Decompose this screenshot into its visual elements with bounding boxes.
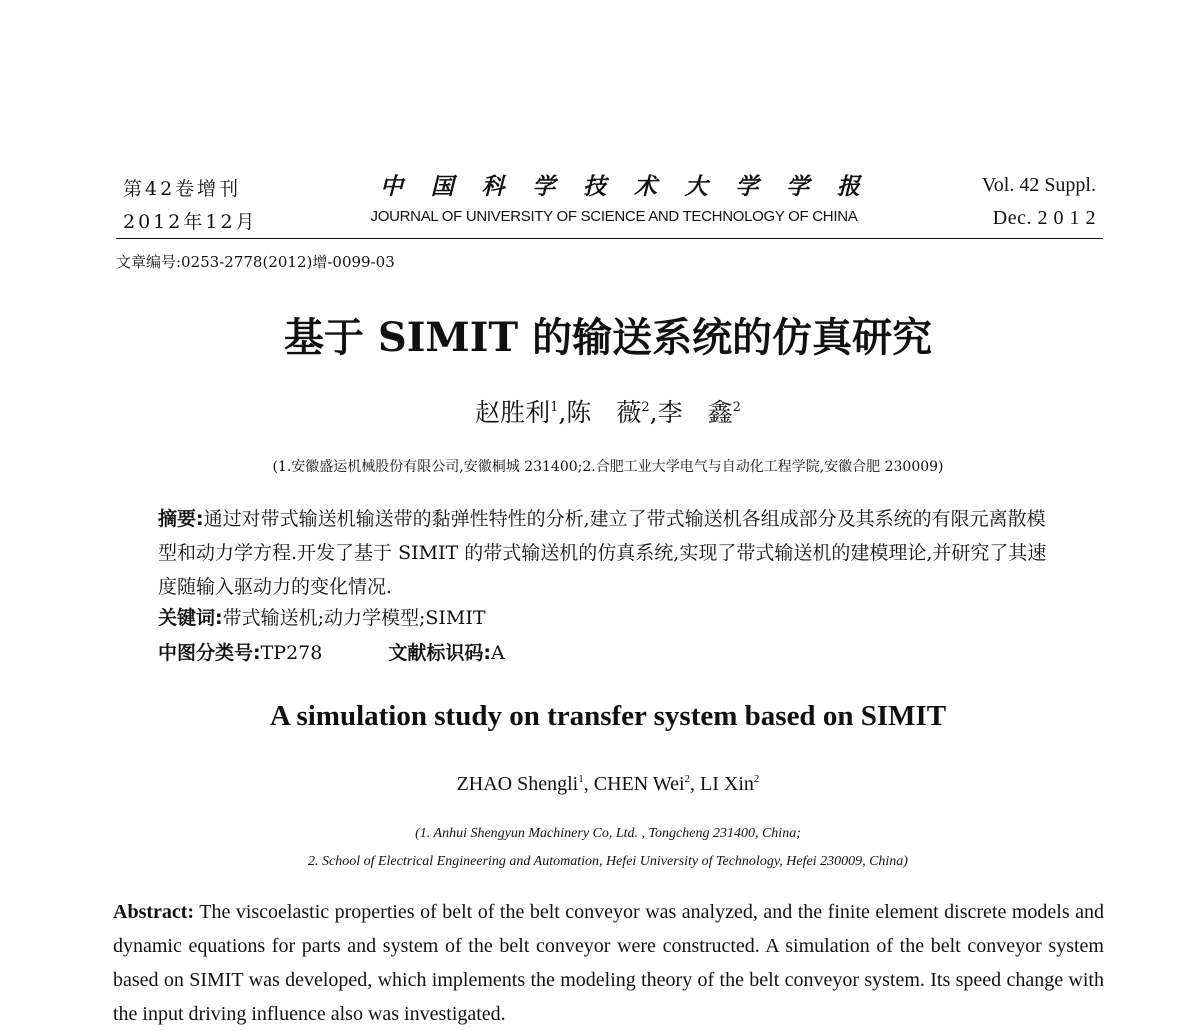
- abstract-en: [113, 895, 1104, 1031]
- date-cn: 2012年12月: [123, 211, 258, 233]
- journal-char: 中: [380, 173, 403, 200]
- date-en: Dec. 2 0 1 2: [992, 207, 1096, 229]
- volume-en: Vol. 42 Suppl.: [981, 174, 1096, 196]
- author-separator: ,: [558, 398, 567, 427]
- keywords-cn: [158, 603, 486, 630]
- abstract-en-label: Abstract:: [113, 901, 195, 923]
- page-title-en: A simulation study on transfer system based on SIMIT: [269, 700, 947, 732]
- journal-char: 术: [633, 173, 657, 200]
- author-name: CHEN Wei: [593, 773, 685, 795]
- keywords-cn-text: 带式输送机;动力学模型;SIMIT: [222, 607, 486, 629]
- article-number: 文章编号:0253-2778(2012)增-0099-03: [116, 253, 395, 271]
- author-name: 李 鑫: [657, 398, 733, 427]
- journal-char: 学: [786, 173, 810, 200]
- author-name: 陈 薇: [566, 398, 642, 427]
- journal-title-en: JOURNAL OF UNIVERSITY OF SCIENCE AND TECHNOLOGY OF CHINA: [370, 208, 858, 225]
- doc-code-label: 文献标识码:: [388, 642, 491, 664]
- author-name: LI Xin: [700, 773, 754, 795]
- author-affil-mark: 2: [753, 773, 760, 785]
- authors-cn: [0, 393, 1200, 429]
- author-affil-mark: 2: [641, 400, 650, 415]
- journal-char: 国: [430, 173, 454, 200]
- author-affil-mark: 2: [684, 773, 691, 785]
- author-name: ZHAO Shengli: [456, 773, 579, 795]
- author-affil-mark: 2: [732, 400, 741, 415]
- journal-char: 科: [481, 173, 505, 200]
- journal-char: 学: [735, 173, 759, 200]
- journal-char: 学: [532, 173, 556, 200]
- affiliation-en-line1: (1. Anhui Shengyun Machinery Co, Ltd. , Tongcheng 231400, China;: [415, 826, 801, 841]
- page-title-cn: 基于 SIMIT 的输送系统的仿真研究: [283, 314, 933, 361]
- authors-en: ZHAO Shengli$^1$, CHEN Wei$^2$, LI Xin$^2$: [456, 773, 760, 795]
- keywords-cn-label: 关键词:: [158, 607, 223, 629]
- abstract-cn: [158, 502, 1062, 604]
- journal-char: 技: [583, 173, 607, 200]
- clc-label: 中图分类号:: [158, 642, 261, 664]
- classification-line: [158, 638, 505, 665]
- volume-cn: 第42卷增刊: [123, 178, 242, 200]
- doc-code-value: A: [490, 642, 505, 664]
- clc-value: TP278: [260, 642, 323, 664]
- affiliation-cn: (1.安徽盛运机械股份有限公司,安徽桐城 231400;2.合肥工业大学电气与自动化工程学院,安徽合肥 230009): [272, 459, 944, 475]
- abstract-cn-text: 通过对带式输送机输送带的黏弹性特性的分析,建立了带式输送机各组成部分及其系统的有限元离散模型和动力学方程.开发了基于 SIMIT 的带式输送机的仿真系统,实现了带式输送机的建模理论,并研究了其速度随输入驱动力的变化情况.: [158, 508, 1047, 598]
- journal-title-cn: [380, 168, 860, 201]
- author-affil-mark: 1: [550, 400, 559, 415]
- journal-char: 大: [684, 173, 708, 200]
- abstract-cn-label: 摘要:: [158, 508, 204, 530]
- author-separator: ,: [649, 398, 658, 427]
- author-affil-mark: 1: [578, 773, 584, 785]
- abstract-en-text: The viscoelastic properties of belt of the belt conveyor was analyzed, and the finite element discrete models and dynamic equations for parts and system of the belt conveyor were constructed. A simulation of the belt conveyor system based on SIMIT was developed, which implements the modeling theory of the belt conveyor system. Its speed change with the input driving influence also was investigated.: [113, 901, 1104, 1025]
- affiliation-en-line2: 2. School of Electrical Engineering and Automation, Hefei University of Technology, Hefei 230009, China): [308, 854, 908, 869]
- journal-char: 报: [836, 173, 860, 200]
- author-name: 赵胜利: [475, 398, 551, 427]
- header-rule: [116, 238, 1103, 239]
